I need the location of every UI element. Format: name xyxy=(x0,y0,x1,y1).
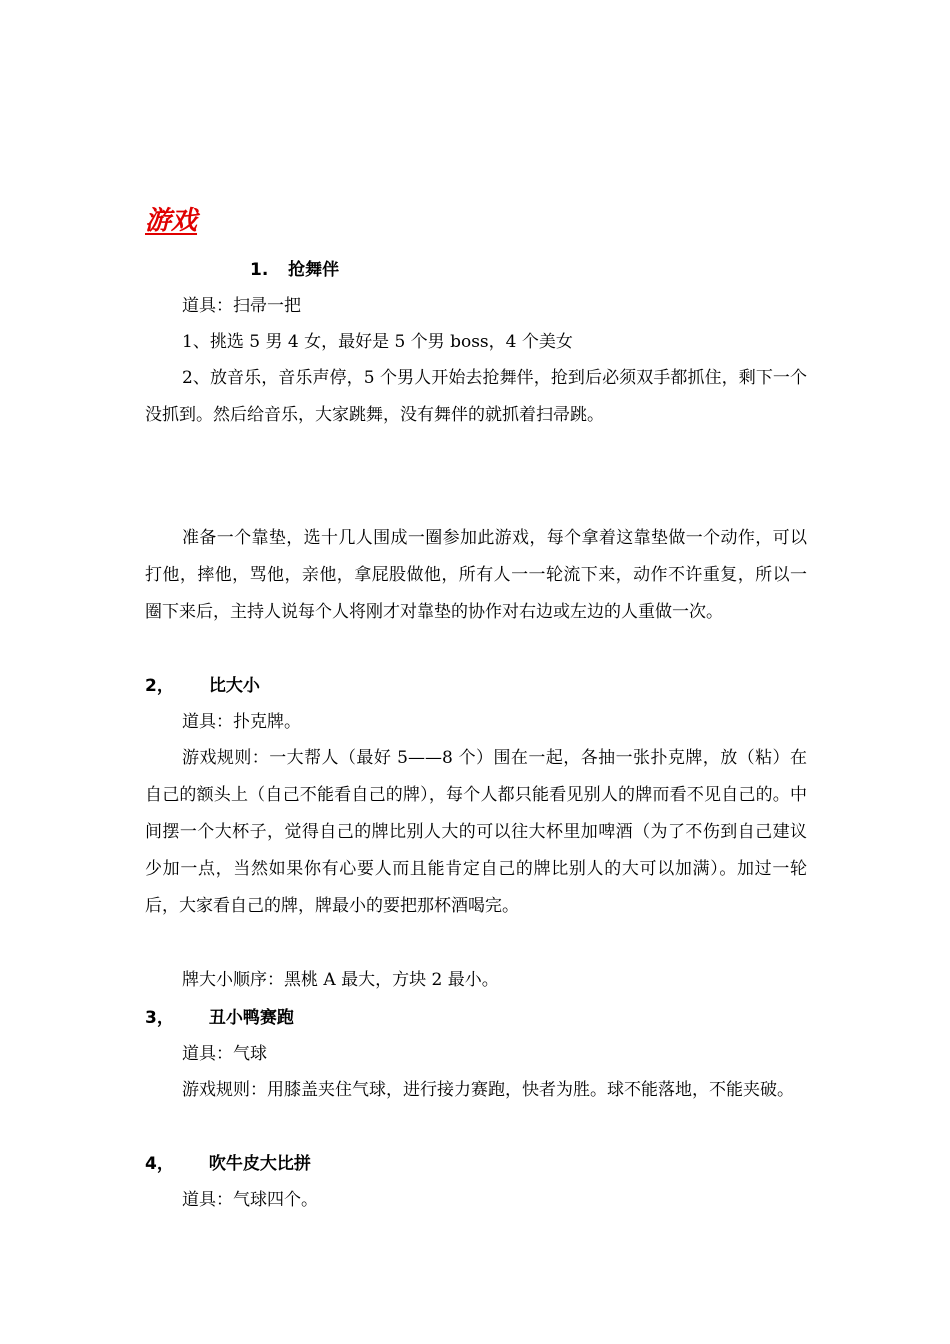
section-3-props: 道具：气球 xyxy=(182,1044,267,1064)
section-3-number: 3， xyxy=(145,1008,174,1028)
section-4-props: 道具：气球四个。 xyxy=(182,1190,318,1210)
section-1-step-2: 2、放音乐，音乐声停，5 个男人开始去抢舞伴，抢到后必须双手都抓住，剩下一个没抓到。然后给音乐，大家跳舞，没有舞伴的就抓着扫帚跳。 xyxy=(145,368,807,425)
section-1-number: 1. xyxy=(250,260,269,280)
section-3-heading xyxy=(145,1006,294,1030)
document-title: 游戏 xyxy=(145,206,198,236)
section-1-title: 抢舞伴 xyxy=(288,260,340,280)
section-2-props: 道具：扑克牌。 xyxy=(182,712,301,732)
section-3-rules: 游戏规则：用膝盖夹住气球，进行接力赛跑，快者为胜。球不能落地，不能夹破。 xyxy=(182,1080,794,1100)
section-2-number: 2， xyxy=(145,676,174,696)
section-1-props: 道具：扫帚一把 xyxy=(182,296,301,316)
section-4-number: 4， xyxy=(145,1154,174,1174)
section-2-card-order: 牌大小顺序：黑桃 A 最大，方块 2 最小。 xyxy=(182,970,499,990)
section-3-title: 丑小鸭赛跑 xyxy=(208,1008,294,1028)
section-2-heading xyxy=(145,674,260,698)
cushion-game-paragraph: 准备一个靠垫，选十几人围成一圈参加此游戏，每个拿着这靠垫做一个动作，可以打他，摔他，骂他，亲他，拿屁股做他，所有人一一轮流下来，动作不许重复，所以一圈下来后，主持人说每个人将刚才对靠垫的协作对右边或左边的人重做一次。 xyxy=(145,528,807,622)
section-4-heading xyxy=(145,1152,311,1176)
section-1-heading xyxy=(250,258,339,282)
section-4-title: 吹牛皮大比拼 xyxy=(208,1154,311,1174)
section-1-step-1: 1、挑选 5 男 4 女，最好是 5 个男 boss，4 个美女 xyxy=(182,332,573,352)
section-2-title: 比大小 xyxy=(208,676,260,696)
section-2-rules: 游戏规则：一大帮人（最好 5——8 个）围在一起，各抽一张扑克牌，放（粘）在自己的额头上（自己不能看自己的牌），每个人都只能看见别人的牌而看不见自己的。中间摆一个大杯子，觉得自己的牌比别人大的可以往大杯里加啤酒（为了不伤到自己建议少加一点，当然如果你有心要人而且能肯定自己的牌比别人的大可以加满）。加过一轮后，大家看自己的牌，牌最小的要把那杯酒喝完。 xyxy=(145,748,807,916)
